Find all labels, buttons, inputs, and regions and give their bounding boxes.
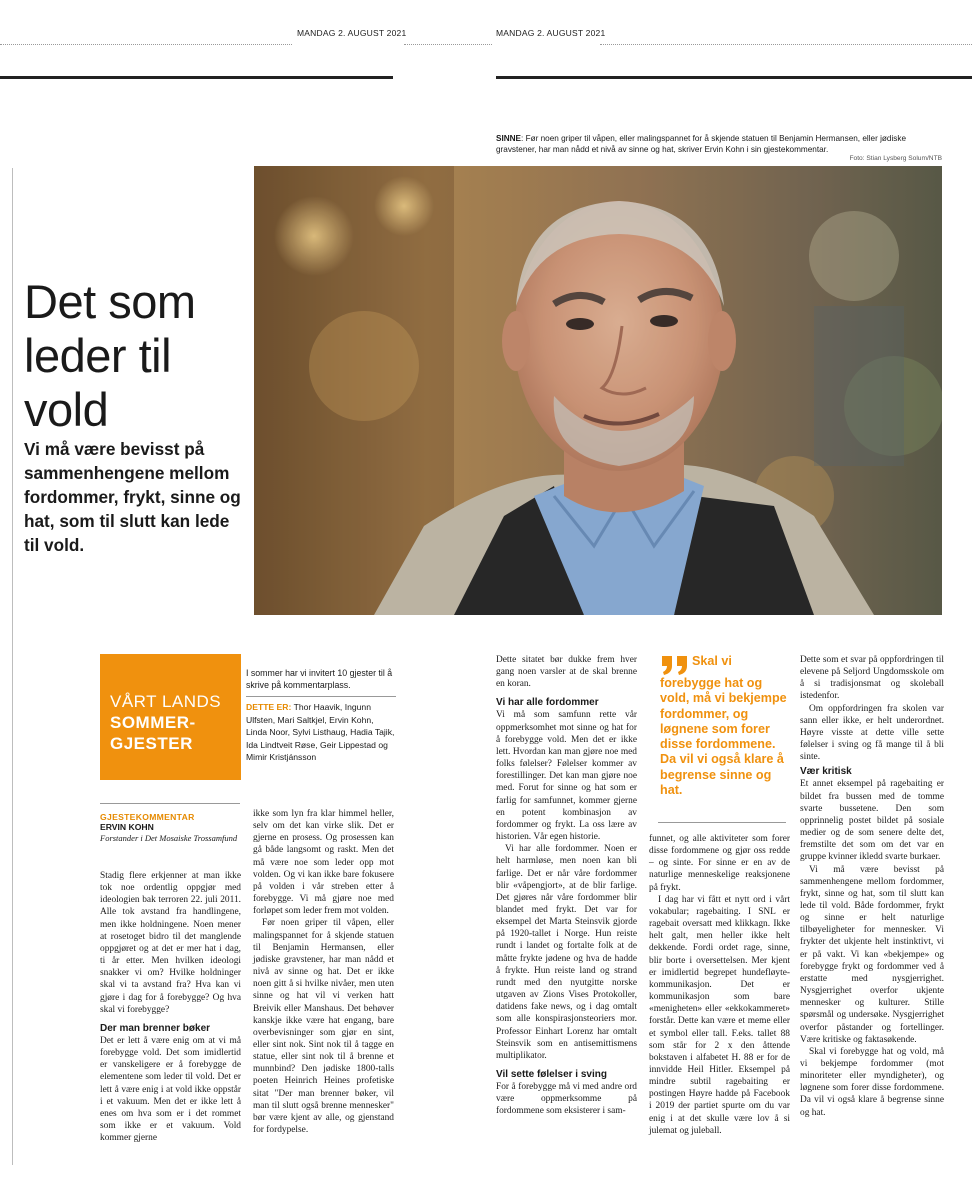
header-dotted-left [0, 44, 292, 45]
guests-label: DETTE ER: [246, 702, 292, 712]
page-date-left: MANDAG 2. AUGUST 2021 [297, 28, 407, 38]
byline [100, 812, 240, 844]
subheading: Vil sette følelser i sving [496, 1069, 607, 1080]
pull-quote-text: Skal vi forebygge hat og vold, må vi bekjempe fordommer, og løgnene som forer disse fordommene. Da vil vi også klare å begrense sinne og hat. [660, 654, 787, 798]
series-divider [246, 696, 396, 697]
article-lede: Vi må være bevisst på sammenhengene mellom fordommer, frykt, sinne og hat, som til slutt kan lede til vold. [24, 439, 241, 555]
text-column-2 [253, 808, 394, 1136]
subheading: Vær kritisk [800, 766, 852, 778]
byline-rule [100, 803, 240, 804]
article-headline: Det som leder til vold [24, 275, 196, 436]
caption-text: : Før noen griper til våpen, eller malingspannet for å skjende statuen til Benjamin Hermansen, eller jødiske gravstener, har man nådd et nivå av sinne og hat, skriver Ervin Kohn i sin gjestekommentar. [496, 134, 907, 154]
paragraph: Et annet eksempel på ragebaiting er bildet fra bussen med de tomme svarte bussetene. Den som opprinnelig postet bildet på sosiale medier og de som senere delte det, fremstilte det som om det var en gruppe kvinner ikledd svarte burkaer. [800, 779, 944, 863]
series-line-3: GJESTER [110, 734, 193, 753]
text-column-3 [496, 654, 637, 1117]
header-rule-right [496, 76, 972, 79]
left-margin-line [12, 168, 13, 1165]
photo-caption [496, 134, 942, 155]
header-dotted-right [600, 44, 972, 45]
paragraph: Dette som et svar på oppfordringen til elevene på Seljord Ungdomsskole om å si tradisjonsmat og skoleball istedenfor. [800, 655, 944, 702]
text-column-5 [800, 654, 944, 1119]
paragraph: Dette sitatet bør dukke frem hver gang noen varsler at de skal brenne en koran. [496, 655, 637, 690]
paragraph: Om oppfordringen fra skolen var sann eller ikke, er helt underordnet. Høyre visste at dette ville sette følelser i sving og få mange til å bli sinte. [800, 703, 944, 763]
series-line-2: SOMMER- [110, 713, 196, 732]
paragraph: Det er lett å være enig om at vi må forebygge vold. Det som imidlertid er vanskeligere er å forebygge de elementene som leder til vold. Det er lett å være enig i at vold ikke oppstår i et vakuum. Men det er ikke lett å enes om hva som er i det rommet som ikke er et vakuum. Vold kommer gjerne [100, 1035, 241, 1144]
paragraph: Vi må være bevisst på sammenhengene mellom fordommer, frykt, sinne og hat, som til slutt kan lede til vold. Både fordommer, frykt og sinne er helt naturlige tilbøyeligheter for mennesker. Vi frykter det ukjente helt instinktivt, vi er på vakt. Vi kan «bekjempe» og forebygge frykt og fordommer ved å erstatte med nysgjerrighet. Nysgjerrighet overfor ukjente mennesker og kulturer. Stille spørsmål og undersøke. Nysgjerrighet overfor påstander og fortellinger. Være kritiske og faktasøkende. [800, 864, 944, 1045]
paragraph: Før noen griper til våpen, eller malingspannet for å skjende statuen til Benjamin Hermansen, eller jødiske gravstener, har man nådd et nivå av sinne og hat. Det er ikke noen gitt å si hvilke nivåer, men uten sinne og hat vil vi verken hatt Breivik eller Manshaus. Det behøver kanskje ikke være hat engang, bare overbevisninger som gjør en sint, eller sint nok. Sint nok til å tagge en statue, eller sint nok til å brenne et munnbind? Den jødiske 1800-talls poeten Heinrich Heines profetiske sitat "Der man brenner bøker, vil man til slutt også brenne mennesker" bør være kjent av alle, og gjenstand for fordypelse. [253, 918, 394, 1136]
page-date-right: MANDAG 2. AUGUST 2021 [496, 28, 606, 38]
pull-quote [660, 654, 790, 798]
header-rule-left [0, 76, 393, 79]
paragraph: I dag har vi fått et nytt ord i vårt vokabular; ragebaiting. I SNL er ragebait oversatt med klikkagn. Ikke helt galt, men heller ikke helt dekkende. Fordi ordet rage, sinne, blir borte i oversettelsen. Mer kjent er imidlertid begrepet hundefløyte-kommunikasjon. Det er kommunikasjon som bare «menigheten» eller «ekkokammeret» forstår. Dette kan være et meme eller et symbol eller tall. F.eks. tallet 88 som står for 2 x den åttende bokstaven i alfabetet H. 88 er for de innvidde Heil Hitler. Eksempel på mindre subtil ragebaiting er postingen Høyre hadde på Facebook i 2019 der partiet spurte om du var enig i at det skulle være lov å si julemat og juleball. [649, 894, 790, 1136]
series-line-1: VÅRT LANDS [110, 692, 222, 711]
paragraph: funnet, og alle aktiviteter som forer disse fordommene og gjør oss redde – og sinte. For sinne er en av de naturlige menneskelige reaksjonene på frykt. [649, 834, 790, 893]
paragraph: ikke som lyn fra klar himmel heller, selv om det kan virke slik. Det er gjerne en prosess. Og prosessen kan gå både langsomt og raskt. Men det må være noe som leder opp mot volden. Og vi kan ikke bare fokusere på volden i vår streben etter å forebygge. Vi må gjøre noe med forløpet som leder frem mot volden. [253, 809, 394, 917]
series-label-box [100, 654, 241, 780]
paragraph: Vi må som samfunn rette vår oppmerksomhet mot sinne og hat for å forebygge vold. Men det er ikke lett. Hvordan kan man gjøre noe med folks følelser? Følelser kommer av forestillinger. Det kan man gjøre noe med. Forut for sinne og hat som er farlig for samfunnet, kommer gjerne en potent kombinasjon av fordommer og frykt. La oss lære av historien. Vår egen historie. [496, 710, 637, 843]
pull-quote-rule [658, 822, 786, 823]
series-invite: I sommer har vi invitert 10 gjester til å skrive på kommentarplass. [246, 668, 393, 690]
series-guests [246, 701, 396, 764]
photo-credit: Foto: Stian Lysberg Solum/NTB [849, 155, 942, 162]
caption-label: SINNE [496, 134, 522, 143]
author-name: ERVIN KOHN [100, 822, 154, 832]
header-dotted-gutter [404, 44, 492, 45]
text-column-4 [649, 833, 790, 1137]
subheading: Der man brenner bøker [100, 1022, 211, 1034]
guests-list: Thor Haavik, Ingunn Ulfsten, Mari Saltkjel, Ervin Kohn, Linda Noor, Sylvi Listhaug, Hadia Tajik, Ida Lindtveit Røse, Geir Lippestad og Mimir Kristjánsson [246, 702, 395, 763]
paragraph: Skal vi forebygge hat og vold, må vi bekjempe fordommer (mot minoriteter eller myndigheter), og løgnene som forer disse fordommene. Da vil vi også klare å begrense sinne og hat. [800, 1046, 944, 1118]
author-role: Forstander i Det Mosaiske Trossamfund [100, 833, 238, 843]
quote-mark-icon [660, 654, 690, 676]
paragraph: Vi har alle fordommer. Noen er helt harmløse, men noen kan bli farlige. Det er når våre fordommer blir «våpengjort», at de blir farlige. Det gjøres når våre fordommer blir blandet med frykt. Det var for eksempel det Marta Steinsvik gjorde på 1920-tallet i Norge. Hun reiste rundt i landet og fortalte folk at de måtte frykte jødene og hva de hadde å frykte. Hun reiste land og strand rundt med den nyutgitte norske utgaven av Zions Vises Protokoller, datidens fake news, og i dag omtalt som alle konspirasjonsteoriers mor. Professor Einhart Lorenz har omtalt Steinsvik som en antisemittismens multiplikator. [496, 844, 637, 1061]
byline-kicker: GJESTEKOMMENTAR [100, 812, 195, 822]
text-column-1 [100, 870, 241, 1144]
portrait-photo [254, 166, 942, 615]
paragraph: Stadig flere erkjenner at man ikke tok noe ordentlig oppgjør med ideologien bak terroren 22. juli 2011. Alle tok avstand fra handlingene, men ikke holdningene. Noen mener at rosetoget bidro til det manglende oppgjøret og at det er mer hat i dag, ti år etter. Men hvilken ideologi snakker vi om? Hvilke holdninger skal vi ta avstand fra? Hva kan vi gjøre i dag for å forebygge? Og hva skal vi forebygge? [100, 871, 241, 1015]
paragraph: For å forebygge må vi med andre ord være oppmerksomme på fordommene som eksisterer i sam- [496, 1082, 637, 1117]
subheading: Vi har alle fordommer [496, 697, 599, 709]
